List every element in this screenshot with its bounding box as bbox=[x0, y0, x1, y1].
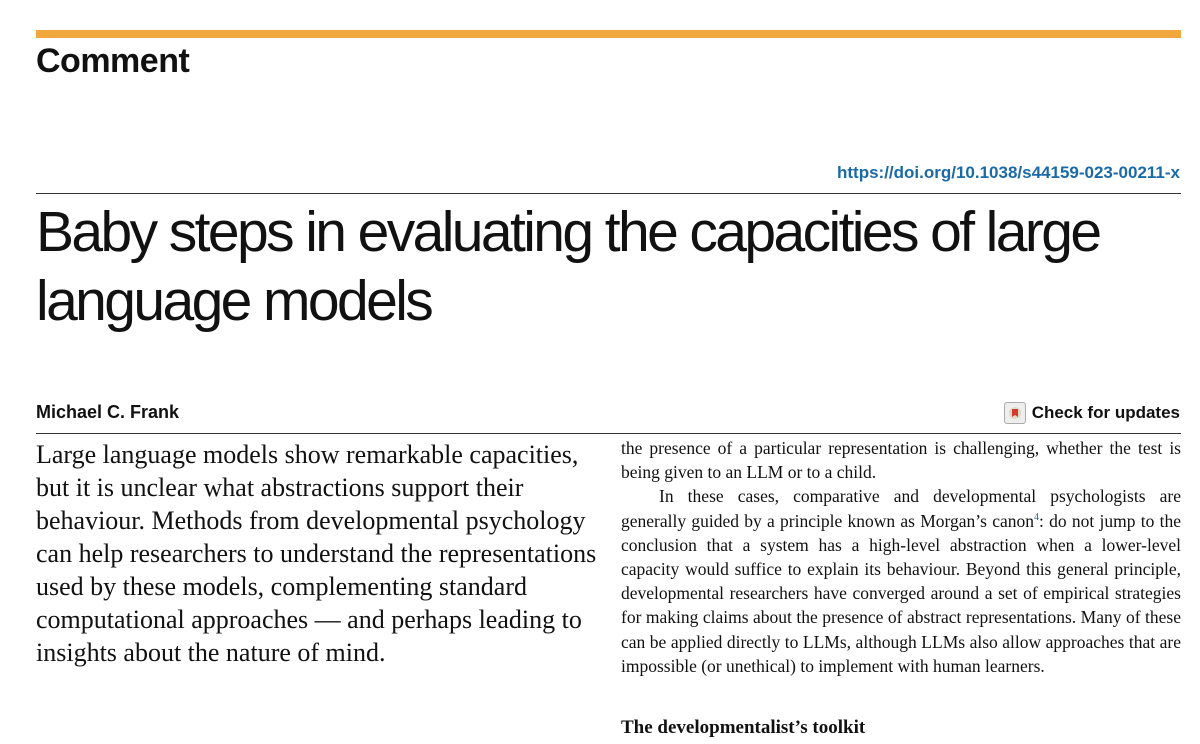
crossmark-icon bbox=[1004, 402, 1026, 424]
accent-bar bbox=[36, 30, 1181, 38]
article-title: Baby steps in evaluating the capacities of large language models bbox=[36, 200, 1100, 333]
section-label: Comment bbox=[36, 42, 190, 80]
check-for-updates-button[interactable] bbox=[1004, 402, 1180, 424]
author-name[interactable]: Michael C. Frank bbox=[36, 402, 180, 422]
check-for-updates-label: Check for updates bbox=[1031, 403, 1180, 422]
doi-link[interactable]: https://doi.org/10.1038/s44159-023-00211-x bbox=[836, 163, 1180, 182]
body-column bbox=[621, 436, 1181, 678]
divider-middle bbox=[36, 433, 1181, 434]
body-paragraph-1: the presence of a particular representation is challenging, whether the test is being given to an LLM or to a child. bbox=[621, 438, 1181, 483]
body-paragraph-2-end: : do not jump to the conclusion that a system has a high-level abstraction when a lower-level capacity would suffice to explain its behaviour. Beyond this general principle, developmental researchers have converged around a set of empirical strategies for making claims about the presence of abstract representations. Many of these can be applied directly to LLMs, although LLMs also allow approaches that are impossible (or unethical) to implement with human learners. bbox=[621, 510, 1181, 676]
section-subheading: The developmentalist’s toolkit bbox=[621, 717, 866, 738]
divider-top bbox=[36, 193, 1181, 194]
reference-link[interactable]: 4 bbox=[1034, 511, 1040, 523]
body-paragraph-2 bbox=[621, 484, 1181, 678]
abstract: Large language models show remarkable capacities, but it is unclear what abstractions support their behaviour. Methods from developmental psychology can help researchers to understand the representations used by these models, complementing standard computational approaches — and perhaps leading to insights about the nature of mind. bbox=[36, 440, 597, 667]
body-paragraph-2-start: In these cases, comparative and developmental psychologists are generally guided by a principle known as Morgan’s canon bbox=[621, 486, 1181, 531]
